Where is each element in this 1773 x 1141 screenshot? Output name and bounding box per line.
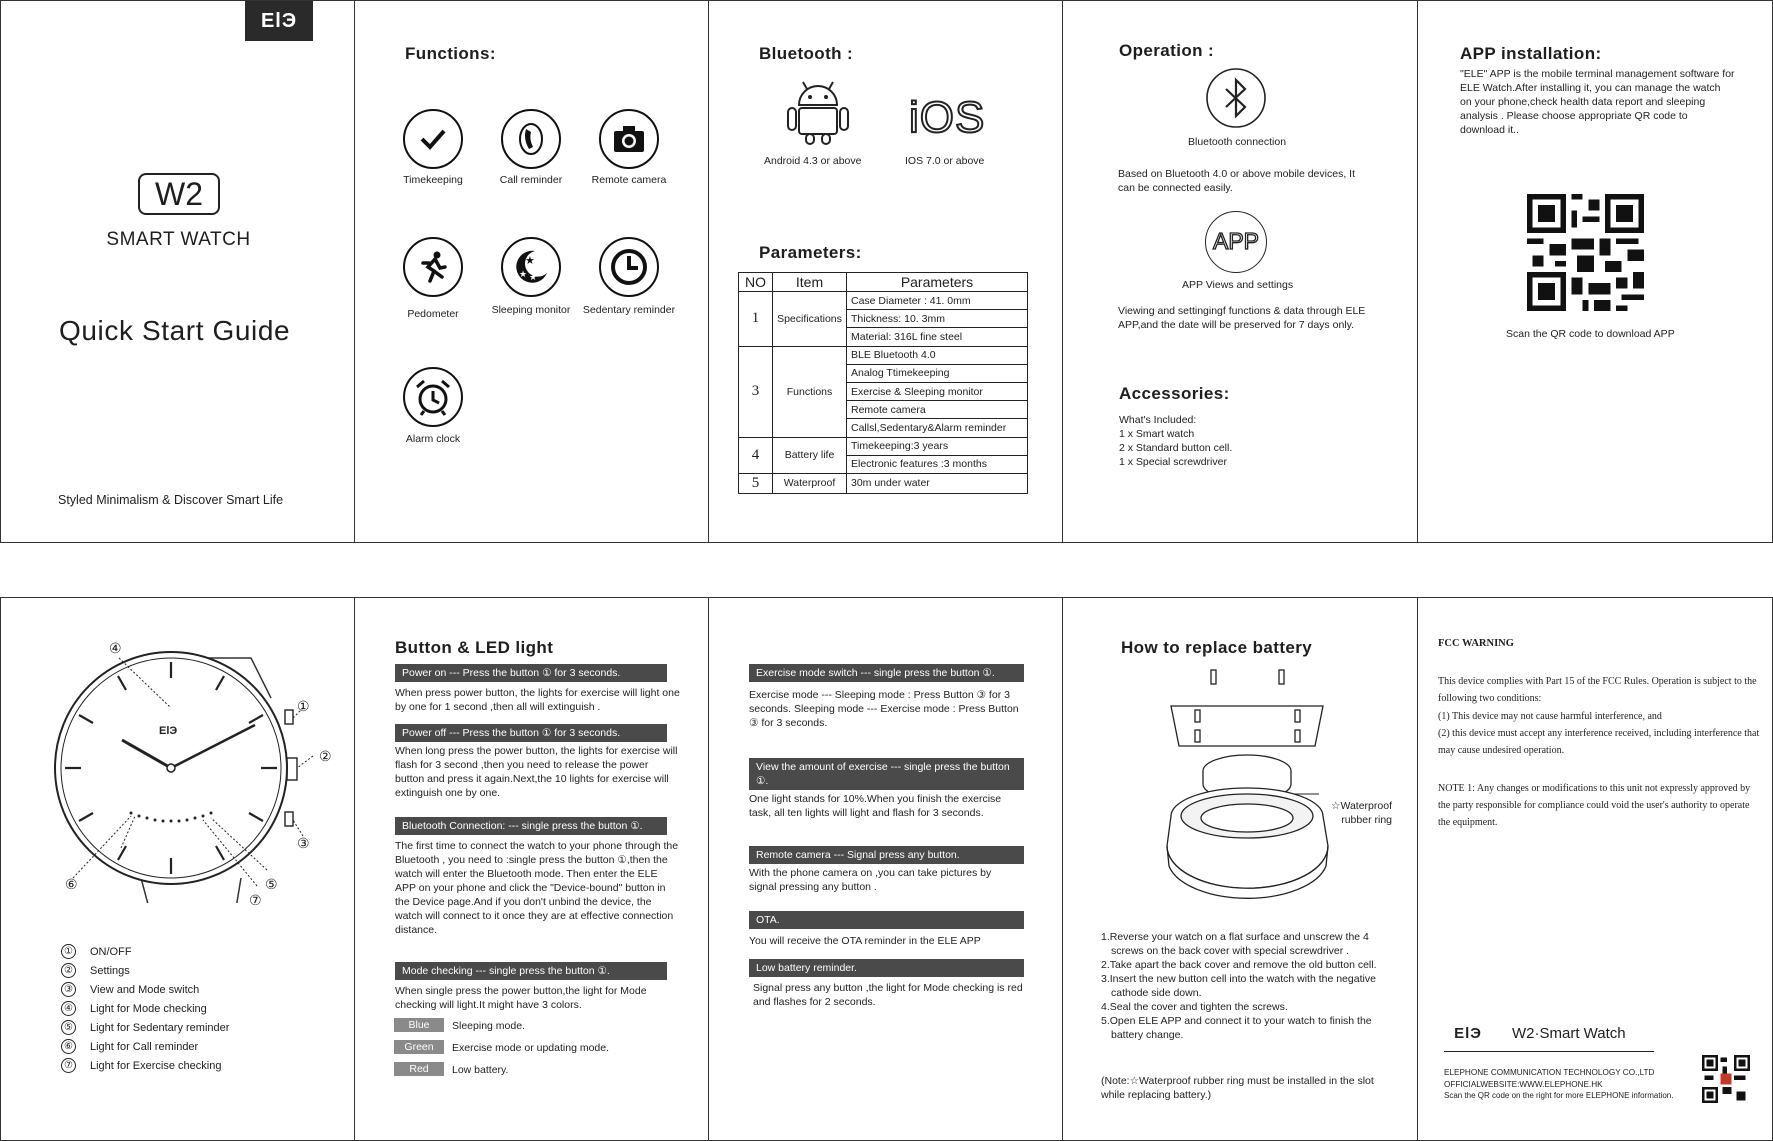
row-value: Remote camera: [847, 401, 1028, 419]
step-item: 2.Take apart the back cover and remove the old button cell.: [1101, 959, 1377, 971]
fcc-paragraph: (2) this device must accept any interference received, including interference that may cause undesired operation.: [1438, 728, 1760, 756]
battery-note: (Note:☆Waterproof rubber ring must be installed in the slot while replacing battery.): [1101, 1075, 1374, 1101]
scan-info: Scan the QR code on the right for more ELEPHONE information.: [1444, 1091, 1674, 1100]
blue-chip: Blue: [394, 1018, 444, 1032]
slogan: Styled Minimalism & Discover Smart Life: [58, 493, 284, 507]
company-name: ELEPHONE COMMUNICATION TECHNOLOGY CO.,LTD: [1444, 1068, 1655, 1077]
product-subtitle: SMART WATCH: [106, 229, 251, 250]
legend-item: ② Settings: [61, 963, 130, 978]
svg-text:★: ★: [529, 272, 538, 282]
bluetooth-parameters-panel: [708, 0, 1063, 543]
row-value: Thickness: 10. 3mm: [847, 310, 1028, 328]
row-no: 1: [739, 292, 773, 347]
step-item: 1.Reverse your watch on a flat surface and unscrew the 4 screws on the back cover with special screwdriver .: [1101, 931, 1369, 957]
ios-logo: iOS: [909, 93, 986, 142]
row-value: Material: 316L fine steel: [847, 328, 1028, 346]
android-icon: [785, 77, 851, 145]
section-bar: Bluetooth Connection: --- single press the button ①.: [395, 817, 667, 835]
parameters-table: [738, 272, 1028, 494]
section-text: When single press the power button,the light for Mode checking will light.It might have 3 colors.: [395, 985, 647, 1011]
function-label: Pedometer: [407, 308, 459, 320]
row-item: Functions: [773, 346, 847, 437]
section-text: When press power button, the lights for exercise will light one by one for 1 second ,then all will extinguish .: [395, 687, 680, 713]
operation-panel: [1062, 0, 1418, 543]
callout-2: ②: [319, 748, 332, 764]
section-bar: View the amount of exercise --- single press the button ①.: [749, 758, 1024, 790]
row-item: Battery life: [773, 437, 847, 473]
legend-item: ⑥ Light for Call reminder: [61, 1039, 198, 1054]
callout-5: ⑤: [265, 876, 278, 892]
section-bar: Remote camera --- Signal press any button.: [749, 846, 1024, 864]
app-install-heading: APP installation:: [1460, 44, 1602, 63]
bluetooth-caption: Bluetooth connection: [1188, 136, 1287, 148]
modes-panel: [708, 597, 1063, 1141]
row-no: 5: [739, 473, 773, 493]
app-icon-label: APP: [1212, 228, 1260, 254]
table-row: [739, 473, 1028, 493]
callout-6: ⑥: [65, 876, 78, 892]
app-install-text: "ELE" APP is the mobile terminal management software for ELE Watch.After installing it, you can manage the watch on your phone,check health data report and sleeping analysis . Please choose appropriate QR code to download it..: [1460, 68, 1735, 136]
button-led-heading: Button & LED light: [395, 638, 554, 657]
qr-caption: Scan the QR code to download APP: [1506, 328, 1675, 340]
accessories-heading: Accessories:: [1119, 384, 1230, 403]
row-value: Case Diameter : 41. 0mm: [847, 292, 1028, 310]
bluetooth-icon: [1205, 67, 1267, 129]
fcc-heading: FCC WARNING: [1438, 638, 1514, 649]
sleeping-monitor-icon: [501, 237, 561, 297]
table-row: [739, 437, 1028, 455]
row-no: 3: [739, 346, 773, 437]
step-item: 4.Seal the cover and tighten the screws.: [1101, 1001, 1288, 1013]
legend-item: ③ View and Mode switch: [61, 982, 199, 997]
svg-text:★: ★: [519, 269, 528, 279]
function-label: Sedentary reminder: [582, 304, 676, 316]
call-reminder-icon: [501, 109, 561, 169]
fcc-panel: [1417, 597, 1773, 1141]
model-badge: [138, 173, 220, 215]
app-caption: APP Views and settings: [1182, 279, 1294, 291]
row-value: Callsl,Sedentary&Alarm reminder: [847, 419, 1028, 437]
pedometer-icon: [403, 237, 463, 297]
ios-requirement: IOS 7.0 or above: [905, 155, 985, 167]
remote-camera-icon: [599, 109, 659, 169]
android-requirement: Android 4.3 or above: [764, 155, 862, 167]
row-value: 30m under water: [847, 473, 1028, 493]
button-led-panel: [354, 597, 709, 1141]
callout-7: ⑦: [249, 892, 262, 908]
fcc-paragraph: This device complies with Part 15 of the FCC Rules. Operation is subject to the following two conditions:: [1438, 676, 1757, 704]
timekeeping-icon: [403, 109, 463, 169]
bluetooth-heading: Bluetooth :: [759, 44, 854, 63]
app-install-panel: [1417, 0, 1773, 543]
qr-code: [1702, 1055, 1750, 1103]
callout-1: ①: [297, 698, 310, 714]
row-value: Electronic features :3 months: [847, 455, 1028, 473]
section-text: With the phone camera on ,you can take pictures by signal pressing any button .: [749, 867, 992, 893]
col-parameters: Parameters: [847, 273, 1028, 292]
section-bar: OTA.: [749, 911, 1024, 929]
section-bar: Mode checking --- single press the button ①.: [395, 962, 667, 980]
functions-heading: Functions:: [405, 44, 496, 63]
table-header: [739, 273, 1028, 292]
list-item: What's Included:: [1119, 414, 1197, 426]
section-text: Signal press any button ,the light for Mode checking is red and flashes for 2 seconds.: [753, 982, 1023, 1008]
green-desc: Exercise mode or updating mode.: [452, 1042, 610, 1054]
step-item: 5.Open ELE APP and connect it to your watch to finish the battery change.: [1101, 1015, 1372, 1041]
list-item: 1 x Special screwdriver: [1119, 456, 1227, 468]
watch-illustration: [31, 638, 341, 903]
section-text: When long press the power button, the lights for exercise will flash for 3 second ,then you need to release the power button and press it again.Next,the 10 lights for exercise will extinguish one by one.: [395, 745, 678, 799]
row-value: BLE Bluetooth 4.0: [847, 346, 1028, 364]
section-bar: Exercise mode switch --- single press the button ①.: [749, 664, 1024, 682]
section-bar: Power off --- Press the button ① for 3 seconds.: [395, 724, 667, 742]
section-text: You will receive the OTA reminder in the ELE APP: [749, 935, 981, 947]
brand-logo: ЕlЭ: [245, 1, 313, 41]
table-row: [739, 346, 1028, 364]
row-item: Waterproof: [773, 473, 847, 493]
step-item: 3.Insert the new button cell into the watch with the negative cathode side down.: [1101, 973, 1376, 999]
function-label: Sleeping monitor: [491, 304, 571, 316]
section-text: The first time to connect the watch to your phone through the Bluetooth , you need to :single press the button ①,then the watch will enter the Bluetooth mode. Then enter the ELE APP on your phone and click the "Device-bound" button in the Device page.And if you don't unbind the device, the watch will connect to it once they are at effective connection distance.: [395, 840, 679, 936]
svg-text:★: ★: [525, 255, 535, 267]
bluetooth-text: Based on Bluetooth 4.0 or above mobile devices, It can be connected easily.: [1118, 168, 1355, 194]
section-bar: Power on --- Press the button ① for 3 seconds.: [395, 664, 667, 682]
footer-rule: [1444, 1051, 1654, 1052]
list-item: 2 x Standard button cell.: [1119, 442, 1233, 454]
col-item: Item: [773, 273, 847, 292]
row-value: Timekeeping:3 years: [847, 437, 1028, 455]
blue-desc: Sleeping mode.: [452, 1020, 525, 1032]
legend-item: ④ Light for Mode checking: [61, 1001, 207, 1016]
app-text: Viewing and settingingf functions & data through ELE APP,and the date will be preserved for 7 days only.: [1118, 305, 1366, 331]
callout-3: ③: [297, 835, 310, 851]
section-text: Exercise mode --- Sleeping mode : Press Button ③ for 3 seconds. Sleeping mode --- Exercise mode : Press Button ③ for 3 seconds.: [749, 689, 1019, 729]
accessories-list: [1119, 413, 1232, 469]
rubber-ring-label: ☆Waterproof rubber ring: [1331, 800, 1392, 826]
alarm-clock-icon: [403, 367, 463, 427]
fcc-paragraph: (1) This device may not cause harmful interference, and: [1438, 711, 1662, 722]
guide-title: Quick Start Guide: [59, 315, 291, 346]
function-label: Alarm clock: [405, 433, 461, 445]
legend-item: ⑦ Light for Exercise checking: [61, 1058, 221, 1073]
row-value: Exercise & Sleeping monitor: [847, 382, 1028, 400]
battery-heading: How to replace battery: [1121, 638, 1313, 657]
function-label: Timekeeping: [403, 174, 463, 186]
sedentary-reminder-icon: [599, 237, 659, 297]
legend-item: ⑤ Light for Sedentary reminder: [61, 1020, 229, 1035]
cover-panel: [0, 0, 355, 543]
callout-4: ④: [109, 640, 122, 656]
functions-panel: [354, 0, 709, 543]
app-icon: [1205, 211, 1267, 273]
row-no: 4: [739, 437, 773, 473]
section-bar: Low battery reminder.: [749, 959, 1024, 977]
parameters-heading: Parameters:: [759, 243, 862, 262]
watch-diagram-panel: [0, 597, 355, 1141]
row-item: Specifications: [773, 292, 847, 347]
battery-panel: [1062, 597, 1418, 1141]
function-label: Remote camera: [591, 174, 667, 186]
brand-logo: ЕlЭ: [1444, 1022, 1492, 1044]
fcc-paragraph: NOTE 1: Any changes or modifications to this unit not expressly approved by the party responsible for compliance could void the user's authority to operate the equipment.: [1438, 783, 1751, 828]
list-item: 1 x Smart watch: [1119, 428, 1195, 440]
red-chip: Red: [394, 1062, 444, 1076]
product-name: W2·Smart Watch: [1512, 1025, 1626, 1042]
qr-code: [1527, 194, 1644, 311]
table-row: [739, 292, 1028, 310]
model-name: W2: [155, 176, 203, 212]
svg-text:ЕlЭ: ЕlЭ: [159, 725, 178, 737]
operation-heading: Operation :: [1119, 41, 1215, 60]
website: OFFICIALWEBSITE:WWW.ELEPHONE.HK: [1444, 1080, 1603, 1089]
red-desc: Low battery.: [452, 1064, 509, 1076]
battery-illustration: [1143, 666, 1353, 916]
row-value: Analog Ttimekeeping: [847, 364, 1028, 382]
function-label: Call reminder: [499, 174, 563, 186]
green-chip: Green: [394, 1040, 444, 1054]
battery-steps: [1101, 930, 1391, 1042]
col-no: NO: [739, 273, 773, 292]
legend-item: ① ON/OFF: [61, 944, 132, 959]
section-text: One light stands for 10%.When you finish the exercise task, all ten lights will light and flash for 3 seconds.: [749, 793, 1002, 819]
